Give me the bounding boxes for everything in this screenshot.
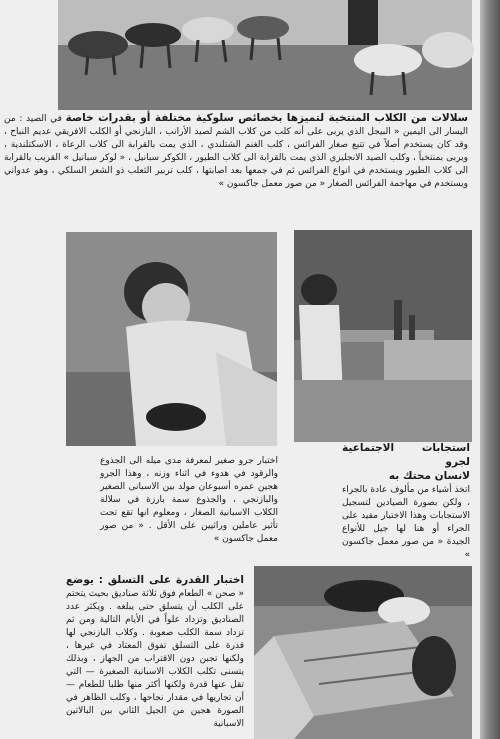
dog-climbing-photo — [254, 566, 472, 739]
caption-puppy-test-body: اختبار جرو صغير لمعرفة مدى ميله الى الجذوع والرقود في هدوء في اثناء وزنه ، وهذا الجرو هجين عمره أسبوعان مولد بين الاسبانى الصغير والبازنجي ، والجذوع سمة بارزة في سلالة الكلاب الاسبانية الصغار ، ومعلوم انها تقع تحت تأثير عاملين وراثيين على الأقل . — [100, 456, 278, 531]
page-gutter-shadow — [480, 0, 500, 739]
caption-dog-breeds-body: في الصيد : من اليسار الى اليمين « البيجل الذي يربى على أنه كلب من كلاب الشم لصيد الأرانب ، البازنجي أو الكلب الافريقي عديم النباح ، وقد كان يستخدم أصلاً في تتبع صغار الفرائس ، كلب الغنم الشتلندي ، الذي يمت بالقرابة الى كلاب الرعاة ، الاسكتلندية ، ويربى بمنتخباً ، وكلب الصيد الانجليزي الذي يمت بالقرابة الى كلاب الطيور ، الكوكر سبانيل ، « لوكر سبانيل » القريب بالقرابة الى كلاب الطيور ويستخدم في انواع الفرائس ثم في جمعها بعد اصابتها ، كلب تربير الثعلب ذو الشعر السلكي ، وهو عدواني ويستخدم في مهاجمة الفرائس الصغار — [4, 114, 468, 189]
caption-social-response-head2: لانسان محتك به — [388, 470, 470, 482]
dogs-group-photo — [58, 0, 472, 110]
caption-climbing-test-head: اختبار القدرة على التسلق : يوضع — [66, 574, 244, 586]
caption-dog-breeds-head: سلالات من الكلاب المنتخبة لتميزها بخصائص سلوكية مختلفة أو بقدرات خاصة — [65, 112, 469, 124]
caption-social-response — [342, 442, 470, 560]
caption-puppy-test-credit: « من صور معمل جاكسون » — [100, 521, 278, 544]
caption-climbing-test — [66, 574, 244, 737]
caption-puppy-test — [100, 455, 278, 561]
caption-social-response-body: اتخذ أشياء من مألوف عادة بالجراء ، ولكن بصورة الصيادين لتسجيل الاستجابات وهذا الاختبار مفيد على الجراء أو هنا لها جيل للأنواع الجيدة — [342, 485, 470, 547]
woman-experiment-photo — [294, 230, 472, 442]
caption-social-response-head: استجابات الاجتماعية لجرو — [342, 442, 470, 468]
caption-dog-breeds — [4, 112, 468, 215]
caption-dog-breeds-credit: « من صور معمل جاكسون » — [218, 179, 326, 189]
caption-climbing-test-body: « صحن » الطعام فوق ثلاثة صناديق بحيث يتحتم على الكلب أن يتسلق حتى يبلغه . ويكثر عدد الصناديق وتزداد علواً في الأيام التالية ومن ثم تزداد سمة الكلب صعوبة . وكلاب البازنجي لها قدرة على التسلق تفوق المعتاد في غيرها ، ولكنها تجبن دون الاقتراب من الجهاز ، وبذلك يتسنى تكلب الكلاب الاسبانية الصغيرة — التي تقل عنها قدرة ولكنها أكثر منها طلبا للطعام — أن تجاريها في مقدار نجاحها ، وكلب الظاهر في الصورة هجين من الجيل الثاني بين البالاتين الاسبانية — [66, 589, 244, 729]
caption-social-response-credit: « من صور معمل جاكسون » — [342, 537, 470, 560]
man-with-puppy-photo — [66, 232, 277, 446]
